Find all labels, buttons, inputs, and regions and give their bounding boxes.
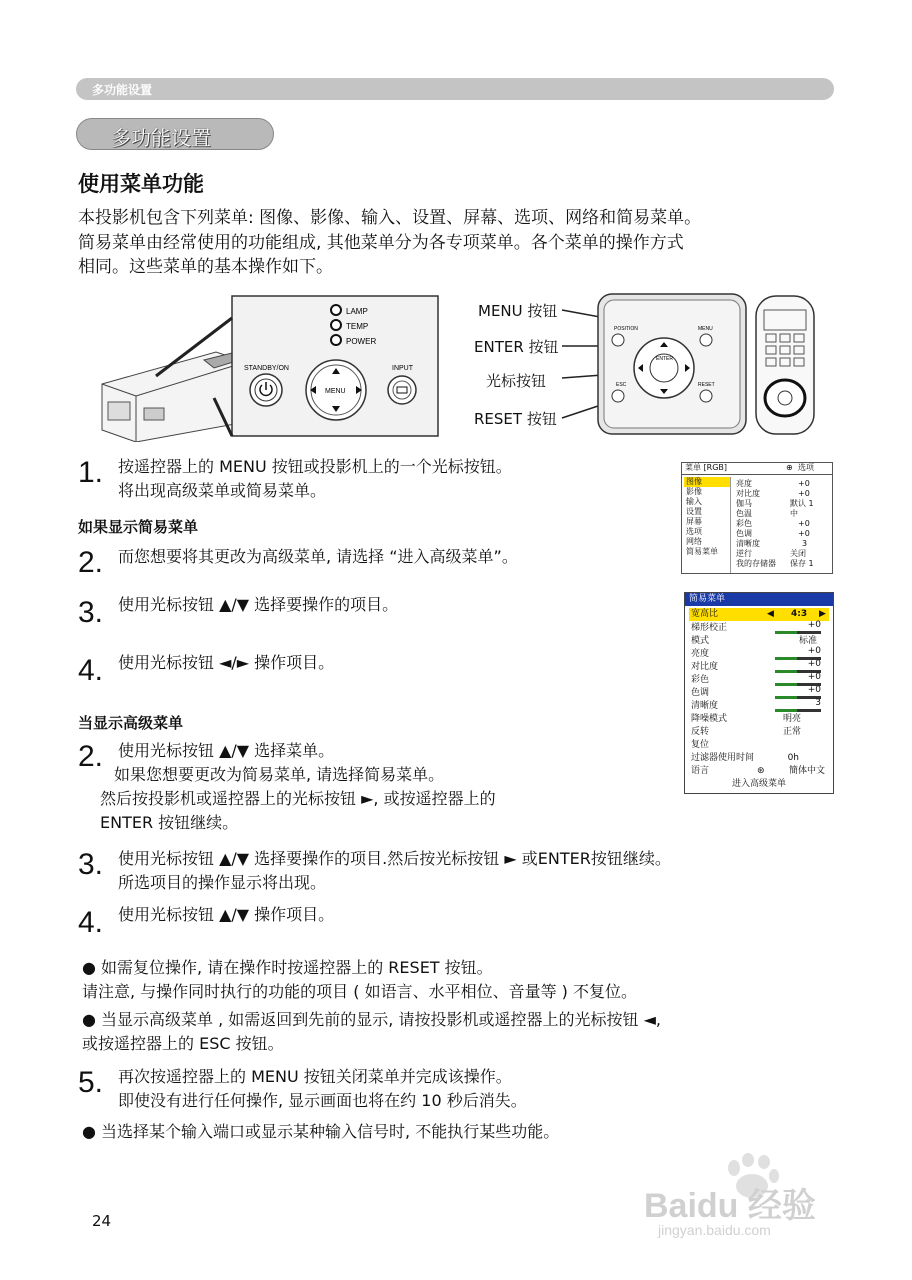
easy-item-value: 标准 [798, 636, 817, 646]
watermark-url: jingyan.baidu.com [658, 1222, 771, 1238]
easy-item-label: 过滤器使用时间 [691, 753, 755, 763]
easy-item-keystone[interactable] [691, 622, 829, 635]
step-3b-number: 3. [78, 848, 104, 881]
projector-panel-figure [96, 292, 444, 442]
step-3a-number: 3. [78, 596, 104, 629]
easy-item-value: +0 [807, 659, 821, 669]
temp-indicator-icon [331, 320, 341, 330]
step-3b-line-1: 使用光标按钮 ▲/▼ 选择要操作的项目.然后按光标按钮 ► 或ENTER按钮继续。 [118, 849, 671, 868]
easy-item-value: 正常 [782, 727, 801, 737]
page-heading: 使用菜单功能 [78, 172, 204, 196]
advanced-menu-heading: 当显示高级菜单 [78, 714, 184, 732]
adv-item-row[interactable] [736, 499, 830, 509]
adv-item-label: 逆行 [736, 549, 752, 558]
category-item-easy-menu[interactable]: 简易菜单 [686, 547, 718, 556]
step-4a-line-1: 使用光标按钮 ◄/► 操作项目。 [118, 653, 335, 672]
section-title-pill [76, 118, 274, 150]
step-3b-line-2: 所选项目的操作显示将出现。 [118, 873, 327, 892]
adv-item-label: 色调 [736, 529, 752, 538]
remote-menu-button[interactable] [700, 334, 712, 346]
select-icon: ⊕ [786, 463, 793, 472]
step-1-line-2: 将出现高级菜单或简易菜单。 [118, 481, 327, 500]
advanced-menu-select-label: 选项 [798, 463, 814, 472]
bullet-return-line-1: ● 当显示高级菜单 , 如需返回到先前的显示, 请按投影机或遥控器上的光标按钮 ◄, [82, 1010, 661, 1029]
adv-item-row[interactable] [736, 539, 830, 549]
adv-item-row[interactable] [736, 489, 830, 499]
advanced-menu-item-list [736, 479, 830, 569]
easy-item-mirror[interactable] [691, 726, 829, 739]
category-item-image[interactable]: 图像 [684, 477, 730, 487]
remote-esc-button[interactable] [612, 390, 624, 402]
easy-item-noise-mode[interactable] [691, 713, 829, 726]
easy-item-label: 反转 [691, 727, 710, 737]
power-indicator-icon [331, 335, 341, 345]
enter-icon: ⊛ [757, 766, 765, 776]
category-item-input[interactable]: 输入 [686, 497, 702, 506]
bullet-return-line-2: 或按遥控器上的 ESC 按钮。 [82, 1034, 284, 1053]
step-5-line-1: 再次按遥控器上的 MENU 按钮关闭菜单并完成该操作。 [118, 1067, 512, 1086]
adv-item-label: 色温 [736, 509, 752, 518]
remote-reset-label: RESET [698, 382, 715, 388]
adv-item-label: 彩色 [736, 519, 752, 528]
temp-label: TEMP [346, 322, 369, 331]
adv-item-value: 关闭 [790, 549, 806, 558]
remote-cursor-pad[interactable] [634, 338, 694, 398]
chevron-right-icon[interactable]: ▶ [819, 609, 826, 619]
easy-item-value: 簡体中文 [788, 766, 825, 776]
category-item-screen[interactable]: 屏幕 [686, 517, 702, 526]
adv-item-value: +0 [798, 479, 810, 488]
easy-item-label: 降噪模式 [691, 714, 728, 724]
easy-item-label: 复位 [691, 740, 710, 750]
standby-button[interactable] [250, 374, 282, 406]
power-label: POWER [346, 337, 377, 346]
step-4a-number: 4. [78, 654, 104, 687]
projector-body-illustration [102, 352, 246, 442]
intro-line-1: 本投影机包含下列菜单: 图像、影像、输入、设置、屏幕、选项、网络和简易菜单。 [78, 208, 702, 228]
lamp-label: LAMP [346, 307, 368, 316]
step-3a-line-1: 使用光标按钮 ▲/▼ 选择要操作的项目。 [118, 595, 399, 614]
step-2b-line-2: 如果您想要更改为简易菜单, 请选择简易菜单。 [114, 765, 445, 784]
easy-item-label: 色调 [691, 688, 710, 698]
remote-control-figure [556, 288, 836, 438]
callout-reset-button: RESET 按钮 [474, 410, 557, 428]
intro-line-2: 简易菜单由经常使用的功能组成, 其他菜单分为各专项菜单。各个菜单的操作方式 [78, 233, 684, 253]
callout-menu-button: MENU 按钮 [478, 302, 558, 320]
category-item-setup[interactable]: 设置 [686, 507, 702, 516]
bullet-reset-line-2: 请注意, 与操作同时执行的功能的项目 ( 如语言、水平相位、音量等 ) 不复位。 [82, 982, 638, 1001]
step-5-number: 5. [78, 1066, 104, 1099]
easy-item-label: 梯形校正 [691, 623, 728, 633]
step-1-line-1: 按遥控器上的 MENU 按钮或投影机上的一个光标按钮。 [118, 457, 512, 476]
adv-item-row[interactable] [736, 529, 830, 539]
remote-reset-button[interactable] [700, 390, 712, 402]
easy-item-value: 明亮 [782, 714, 801, 724]
adv-item-label: 我的存储器 [736, 559, 776, 568]
running-header-bar [76, 78, 834, 100]
adv-item-value: +0 [798, 519, 810, 528]
easy-item-value: +0 [807, 685, 821, 695]
easy-menu-screenshot [684, 592, 834, 794]
step-4b-line-1: 使用光标按钮 ▲/▼ 操作项目。 [118, 905, 335, 924]
input-button[interactable] [388, 376, 416, 404]
adv-item-label: 亮度 [736, 479, 752, 488]
easy-item-label: 语言 [691, 766, 710, 776]
remote-position-button[interactable] [612, 334, 624, 346]
category-item-picture[interactable]: 影像 [686, 487, 702, 496]
adv-item-value: 默认 1 [790, 499, 814, 508]
adv-item-label: 对比度 [736, 489, 760, 498]
remote-menu-label: MENU [698, 326, 713, 332]
callout-enter-button: ENTER 按钮 [474, 338, 559, 356]
intro-line-3: 相同。这些菜单的基本操作如下。 [78, 257, 333, 277]
adv-item-label: 伽马 [736, 499, 752, 508]
adv-item-value: 3 [802, 539, 808, 548]
easy-menu-title: 简易菜单 [689, 594, 726, 604]
adv-item-row[interactable] [736, 549, 830, 559]
lamp-indicator-icon [331, 305, 341, 315]
step-5-line-2: 即使没有进行任何操作, 显示画面也将在约 10 秒后消失。 [118, 1091, 527, 1110]
adv-item-row[interactable] [736, 479, 830, 489]
category-item-option[interactable]: 选项 [686, 527, 702, 536]
easy-item-slider[interactable] [775, 709, 821, 712]
aspect-ratio-label: 宽高比 [691, 609, 719, 619]
step-4b-number: 4. [78, 906, 104, 939]
remote-handset-illustration [756, 296, 814, 434]
advanced-menu-category-list [684, 477, 731, 573]
remote-enter-label: ENTER [656, 356, 673, 362]
step-1-number: 1. [78, 456, 104, 489]
adv-item-value: +0 [798, 529, 810, 538]
step-2a-line-1: 而您想要将其更改为高级菜单, 请选择 “进入高级菜单”。 [118, 547, 518, 566]
watermark-brand: Baidu 经验 [644, 1187, 816, 1225]
adv-item-value: 保存 1 [790, 559, 814, 568]
easy-item-slider[interactable] [775, 631, 821, 634]
easy-item-value: +0 [807, 620, 821, 630]
standby-label: STANDBY/ON [244, 365, 289, 372]
go-to-advanced-menu[interactable]: 进入高级菜单 [731, 779, 786, 789]
menu-label: MENU [325, 388, 346, 395]
adv-item-value: 中 [790, 509, 798, 518]
remote-position-label: POSITION [614, 326, 638, 332]
easy-menu-titlebar [685, 593, 833, 606]
easy-item-label: 模式 [691, 636, 710, 646]
chevron-left-icon[interactable]: ◀ [767, 609, 774, 619]
easy-item-slider[interactable] [775, 696, 821, 699]
easy-item-value: 3 [815, 698, 821, 708]
bullet-limitation: ● 当选择某个输入端口或显示某种输入信号时, 不能执行某些功能。 [82, 1122, 560, 1141]
easy-item-sharpness[interactable] [691, 700, 829, 713]
easy-item-value: +0 [807, 646, 821, 656]
easy-item-label: 对比度 [691, 662, 719, 672]
easy-item-value: 0h [787, 753, 799, 763]
easy-item-label: 彩色 [691, 675, 710, 685]
adv-item-row[interactable] [736, 519, 830, 529]
menu-cursor-pad[interactable] [306, 360, 366, 420]
category-item-network[interactable]: 网络 [686, 537, 702, 546]
easy-item-value: +0 [807, 672, 821, 682]
advanced-menu-title: 菜单 [RGB] [685, 463, 728, 472]
easy-item-reset[interactable] [691, 739, 829, 752]
input-label: INPUT [392, 365, 413, 372]
aspect-ratio-value: 4:3 [791, 609, 808, 619]
adv-item-row[interactable] [736, 559, 830, 569]
running-header-title: 多功能设置 [92, 83, 153, 97]
step-2b-number: 2. [78, 740, 104, 773]
section-title: 多功能设置 [111, 126, 211, 150]
easy-item-label: 亮度 [691, 649, 710, 659]
step-2b-line-4: ENTER 按钮继续。 [100, 813, 239, 832]
step-2b-line-1: 使用光标按钮 ▲/▼ 选择菜单。 [118, 741, 335, 760]
easy-item-tint[interactable] [691, 687, 829, 700]
step-2b-line-3: 然后按投影机或遥控器上的光标按钮 ►, 或按遥控器上的 [100, 789, 496, 808]
easy-item-language[interactable] [691, 765, 829, 778]
step-2a-number: 2. [78, 546, 104, 579]
easy-item-label: 清晰度 [691, 701, 719, 711]
adv-item-row[interactable] [736, 509, 830, 519]
page-number: 24 [92, 1212, 112, 1230]
callout-cursor-button: 光标按钮 [486, 372, 547, 390]
advanced-menu-titlebar [682, 463, 832, 475]
adv-item-label: 清晰度 [736, 539, 760, 548]
advanced-menu-screenshot [681, 462, 833, 574]
baidu-watermark [630, 1152, 870, 1242]
remote-esc-label: ESC [616, 382, 627, 388]
adv-item-value: +0 [798, 489, 810, 498]
easy-item-filter-time[interactable] [691, 752, 829, 765]
simple-menu-heading: 如果显示简易菜单 [78, 518, 199, 536]
bullet-reset-line-1: ● 如需复位操作, 请在操作时按遥控器上的 RESET 按钮。 [82, 958, 493, 977]
